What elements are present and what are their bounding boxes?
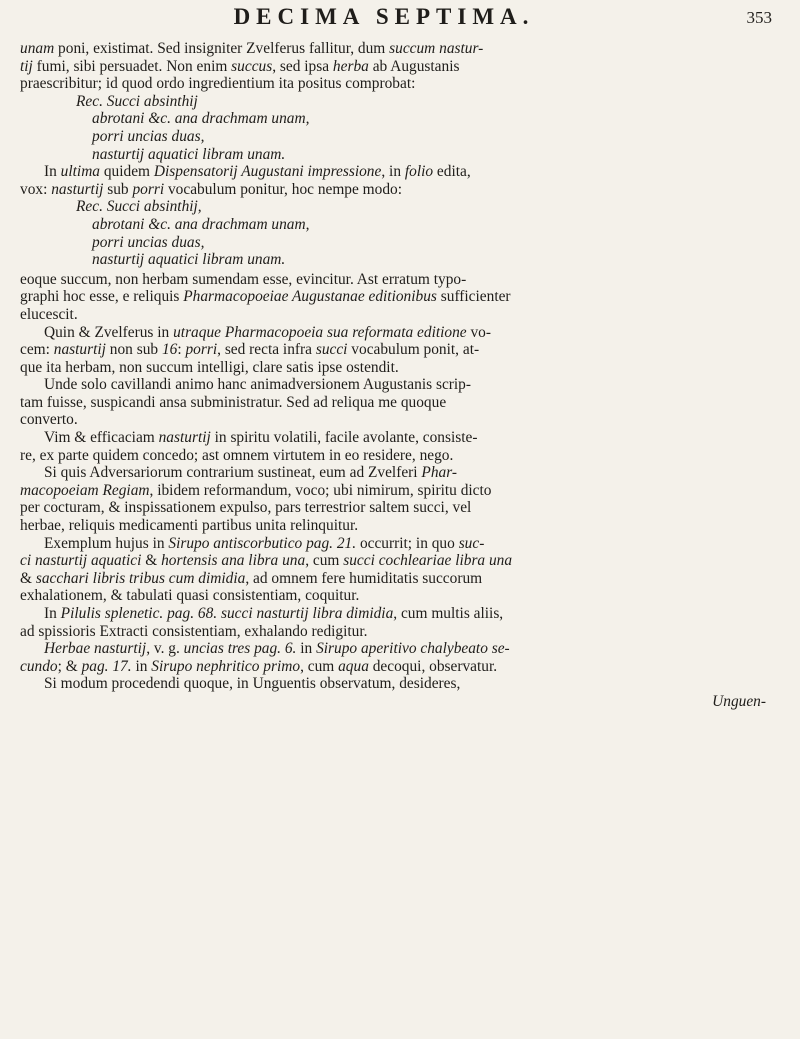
recipe-line: nasturtij aquatici libram unam. bbox=[92, 251, 286, 269]
text-line: que ita herbam, non succum intelligi, clare satis ipse ostendit. bbox=[20, 358, 399, 376]
text-line: herbae, reliquis medicamenti partibus unita relinquitur. bbox=[20, 517, 359, 535]
page-header bbox=[0, 4, 800, 38]
recipe-line: Rec. Succi absinthij, bbox=[76, 198, 202, 216]
text-line: Herbae nasturtij, v. g. uncias tres pag. 6. in Sirupo aperitivo chalybeato se- bbox=[44, 640, 510, 658]
text-line: ci nasturtij aquatici & hortensis ana libra una, cum succi cochleariae libra una bbox=[20, 552, 513, 570]
text-line: tam fuisse, suspicandi ansa subministratur. Sed ad reliqua me quoque bbox=[20, 393, 447, 411]
text-line: Vim & efficaciam nasturtij in spiritu volatili, facile avolante, consiste- bbox=[44, 429, 478, 447]
recipe-line: abrotani &c. ana drachmam unam, bbox=[92, 215, 310, 233]
text-line: macopoeiam Regiam, ibidem reformandum, voco; ubi nimirum, spiritu dicto bbox=[20, 481, 492, 499]
text-line: Quin & Zvelferus in utraque Pharmacopoeia sua reformata editione vo- bbox=[44, 323, 491, 341]
text-line: In Pilulis splenetic. pag. 68. succi nasturtij libra dimidia, cum multis aliis, bbox=[44, 605, 504, 622]
catchword: Unguen- bbox=[712, 692, 766, 710]
page-body bbox=[20, 40, 776, 711]
text-line: In ultima quidem Dispensatorij Augustani impressione, in folio edita, bbox=[44, 163, 471, 181]
text-line: Unde solo cavillandi animo hanc animadversionem Augustanis scrip- bbox=[44, 376, 471, 394]
text-line: praescribitur; id quod ordo ingredientium ita positus comprobat: bbox=[20, 75, 416, 93]
text-line: graphi hoc esse, e reliquis Pharmacopoeiae Augustanae editionibus sufficienter bbox=[20, 288, 511, 306]
recipe-line: porri uncias duas, bbox=[92, 233, 205, 251]
recipe-line: nasturtij aquatici libram unam. bbox=[92, 145, 286, 163]
text-line: Exemplum hujus in Sirupo antiscorbutico pag. 21. occurrit; in quo suc- bbox=[44, 534, 485, 552]
text-line: exhalationem, & tabulati quasi consistentiam, coquitur. bbox=[20, 587, 360, 605]
text-line: cundo; & pag. 17. in Sirupo nephritico primo, cum aqua decoqui, observatur. bbox=[20, 657, 498, 675]
page-number: 353 bbox=[746, 8, 772, 27]
running-title: DECIMA SEPTIMA. bbox=[233, 4, 535, 29]
text-line: converto. bbox=[20, 411, 78, 429]
text-line: vox: nasturtij sub porri vocabulum ponitur, hoc nempe modo: bbox=[20, 180, 403, 198]
text-line: & sacchari libris tribus cum dimidia, ad omnem fere humiditatis succorum bbox=[20, 569, 483, 587]
text-line: re, ex parte quidem concedo; ast omnem virtutem in eo residere, nego. bbox=[20, 446, 454, 464]
text-line: tij fumi, sibi persuadet. Non enim succus, sed ipsa herba ab Augustanis bbox=[20, 57, 460, 75]
text-line: eoque succum, non herbam sumendam esse, evincitur. Ast erratum typo- bbox=[20, 270, 467, 288]
text-line: Si modum procedendi quoque, in Unguentis observatum, desideres, bbox=[44, 675, 461, 693]
recipe-line: porri uncias duas, bbox=[92, 127, 205, 145]
text-line: ad spissioris Extracti consistentiam, exhalando redigitur. bbox=[20, 622, 368, 640]
text-line: unam poni, existimat. Sed insigniter Zvelferus fallitur, dum succum nastur- bbox=[20, 40, 484, 57]
recipe-line: Rec. Succi absinthij bbox=[76, 92, 198, 110]
text-line: Si quis Adversariorum contrarium sustineat, eum ad Zvelferi Phar- bbox=[44, 464, 458, 482]
text-line: elucescit. bbox=[20, 305, 78, 323]
text-line: per cocturam, & inspissationem expulso, pars terrestrior saltem succi, vel bbox=[20, 499, 472, 517]
text-line: cem: nasturtij non sub 16: porri, sed recta infra succi vocabulum ponit, at- bbox=[20, 341, 480, 359]
recipe-line: abrotani &c. ana drachmam unam, bbox=[92, 110, 310, 128]
